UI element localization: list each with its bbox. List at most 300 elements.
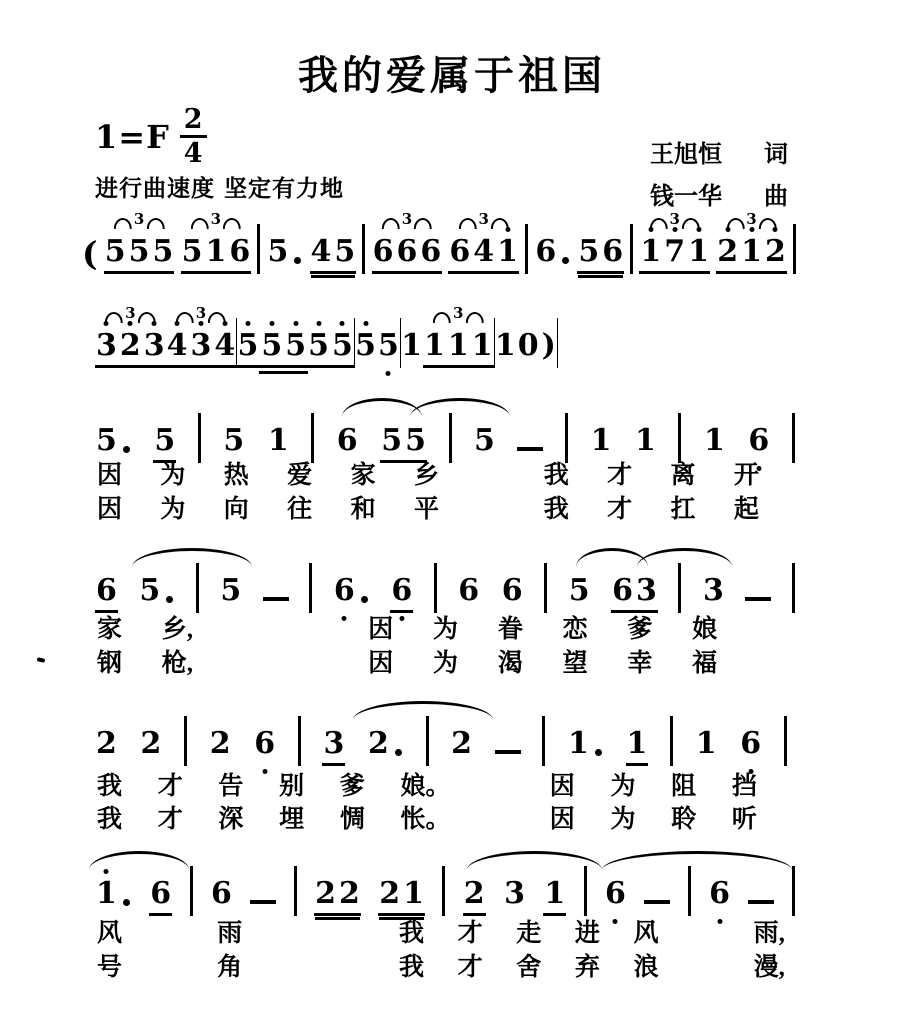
slur-arc	[467, 851, 602, 870]
music-line-2	[95, 304, 557, 368]
note-group	[577, 234, 624, 274]
triplet-mark	[458, 212, 508, 229]
note-char	[214, 328, 236, 363]
lyric-char: 乡	[413, 462, 439, 489]
lyric-char: 为	[160, 462, 186, 489]
lyric-char: 为	[610, 773, 636, 800]
lyric-char: 才	[157, 773, 183, 800]
held-note-dash	[748, 900, 774, 904]
lyric-char	[337, 919, 365, 949]
note-char	[261, 328, 283, 363]
barline	[630, 224, 633, 274]
lyric-char	[477, 461, 505, 491]
note-digit: 3	[702, 573, 724, 608]
note-digit: 6	[709, 876, 730, 911]
note-char	[154, 423, 176, 458]
lyric-char: 热	[223, 462, 249, 489]
barline	[542, 716, 545, 766]
lyric-char	[477, 495, 505, 525]
note-digit: 6	[372, 234, 394, 269]
lyric-char: 我	[399, 920, 425, 947]
triplet-arc	[208, 312, 226, 323]
octave-dot-above	[340, 321, 345, 326]
barline	[449, 413, 452, 463]
lyric-char: 爹	[627, 616, 653, 643]
note-digit: 3	[635, 573, 657, 608]
triplet-arc	[433, 312, 451, 323]
note-digit: 1	[96, 876, 117, 911]
triplet-arc	[382, 218, 400, 229]
barline	[793, 224, 796, 274]
triplet-number: 3	[133, 210, 145, 228]
note-char	[220, 573, 242, 608]
note-digit: 5	[96, 423, 117, 458]
augmentation-dot	[595, 749, 602, 756]
lyric-char: 枪,	[161, 650, 194, 677]
note-group	[267, 423, 290, 463]
note-digit: 4	[473, 234, 495, 269]
lyric-char: 埋	[279, 806, 305, 833]
note-char	[391, 573, 413, 608]
note-group	[95, 876, 132, 916]
note-digit: 1	[497, 234, 518, 269]
slur-arc	[410, 398, 510, 417]
triplet-arc	[114, 218, 132, 229]
triplet-number: 3	[401, 210, 413, 228]
barline	[198, 413, 201, 463]
note-digit: 5	[261, 328, 283, 363]
note-group	[473, 423, 496, 463]
note-group	[210, 876, 233, 916]
note-group	[307, 328, 354, 368]
note-group	[219, 573, 242, 613]
music-line-1	[82, 210, 796, 274]
note-digit: 1	[423, 328, 445, 363]
octave-dot-above	[245, 321, 250, 326]
note-group	[568, 573, 591, 613]
note-char	[331, 328, 353, 363]
note-char	[119, 328, 141, 363]
lyric-char: 家	[97, 616, 123, 643]
note-group	[611, 573, 658, 613]
note-digit: 1	[494, 328, 516, 363]
triplet-mark	[105, 306, 155, 323]
lyric-char: 我	[543, 462, 569, 489]
note-group	[314, 876, 361, 916]
music-line-5	[95, 716, 787, 766]
note-char	[590, 423, 612, 458]
note-group	[534, 234, 571, 274]
note-digit: 7	[664, 234, 686, 269]
lyric-char: 平	[413, 496, 439, 523]
note-digit: 2	[379, 876, 401, 911]
note-char	[377, 328, 399, 363]
lyric-char: 因	[97, 496, 123, 523]
note-digit: 1	[205, 234, 227, 269]
note-char	[703, 423, 725, 458]
triplet-mark	[191, 212, 241, 229]
note-char	[379, 876, 401, 911]
lyric-char: 雨,	[753, 920, 785, 947]
barline	[442, 866, 445, 916]
note-char	[471, 328, 493, 363]
note-char	[612, 573, 633, 608]
note-digit: 6	[605, 876, 626, 911]
barline	[688, 866, 691, 916]
note-digit: 5	[578, 234, 600, 269]
note-digit: 3	[143, 328, 165, 363]
note-group	[354, 328, 377, 368]
note-digit: 1	[447, 328, 469, 363]
note-char	[748, 423, 770, 458]
augmentation-dot	[123, 899, 130, 906]
lyric-char: 为	[433, 650, 459, 677]
held-note-dash	[644, 900, 670, 904]
note-char	[568, 573, 590, 608]
lyric-char: 因	[97, 462, 123, 489]
triplet-mark	[726, 212, 776, 229]
note-digit: 2	[209, 726, 231, 761]
note-char	[449, 234, 471, 269]
lyric-char	[276, 953, 304, 983]
lyric-char: 才	[457, 954, 483, 981]
note-char	[541, 328, 556, 363]
lyric-row-verse1	[97, 461, 759, 491]
lyric-char: 我	[399, 954, 425, 981]
lyric-char: 爱	[287, 462, 313, 489]
note-digit: 6	[420, 234, 442, 269]
lyric-char: 恋	[562, 616, 588, 643]
note-char	[96, 423, 117, 458]
augmentation-dot	[361, 596, 368, 603]
note-char	[401, 328, 422, 363]
note-digit: 6	[535, 234, 557, 269]
note-group	[390, 573, 413, 613]
lyric-char: 开	[733, 462, 759, 489]
lyric-char: 因	[368, 616, 394, 643]
composer-credit	[650, 176, 788, 211]
note-char	[209, 726, 231, 761]
note-char	[229, 234, 251, 269]
lyric-char: 幸	[627, 650, 653, 677]
lyric-char	[486, 772, 514, 802]
lyric-char	[757, 649, 785, 679]
lyric-char: 角	[217, 954, 243, 981]
music-line-3	[95, 413, 795, 463]
lyric-char: 我	[97, 773, 123, 800]
note-group	[140, 726, 163, 766]
note-char	[285, 328, 307, 363]
barline	[294, 866, 297, 916]
lyric-row-verse2	[97, 495, 759, 525]
lyric-char: 为	[433, 616, 459, 643]
barline	[311, 413, 314, 463]
triplet-arc	[458, 218, 476, 229]
lyric-char: 扛	[670, 496, 696, 523]
key-signature	[95, 106, 207, 167]
note-char	[323, 726, 345, 761]
note-char	[338, 876, 360, 911]
lyric-row-verse1	[97, 772, 757, 802]
note-digit: 6	[602, 234, 624, 269]
lyric-char: 因	[549, 773, 575, 800]
barline	[784, 716, 787, 766]
note-group	[95, 423, 132, 463]
note-char	[640, 234, 662, 269]
note-char	[310, 234, 332, 269]
lyric-char: 爹	[339, 773, 365, 800]
lyric-char: 进	[574, 920, 600, 947]
note-digit: 5	[381, 423, 403, 458]
note-group	[450, 726, 473, 766]
octave-dot-above	[269, 321, 274, 326]
note-group	[703, 423, 726, 463]
lyric-char: 眷	[497, 616, 523, 643]
barline	[584, 866, 587, 916]
note-digit: 2	[463, 876, 485, 911]
lyric-char: 漫,	[753, 954, 785, 981]
note-char	[764, 234, 786, 269]
barline	[196, 563, 199, 613]
note-char	[210, 876, 232, 911]
lyric-char: 听	[731, 806, 757, 833]
note-group	[377, 328, 400, 368]
note-group	[716, 210, 787, 274]
lyric-char: 风	[633, 920, 659, 947]
note-digit: 6	[458, 573, 480, 608]
triplet-number: 3	[125, 304, 136, 322]
note-digit: 5	[220, 573, 242, 608]
octave-dot-above	[316, 321, 321, 326]
scan-speck	[37, 657, 46, 663]
note-char	[497, 234, 518, 269]
lyric-char: 为	[160, 496, 186, 523]
lyric-char: 乡,	[161, 616, 194, 643]
note-char	[447, 328, 469, 363]
note-char	[605, 876, 626, 911]
triplet-arc	[176, 312, 194, 323]
lyric-char: 为	[610, 806, 636, 833]
note-digit: 2	[140, 726, 162, 761]
note-group	[517, 328, 557, 368]
music-line-4	[95, 563, 795, 613]
lyric-char	[301, 649, 329, 679]
note-char	[626, 726, 648, 761]
note-digit: 5	[267, 234, 289, 269]
lyric-char: 望	[562, 650, 588, 677]
note-char	[336, 423, 358, 458]
note-group	[708, 876, 731, 916]
lyric-char: 风	[97, 920, 123, 947]
lyric-char: 娘	[692, 616, 718, 643]
note-char	[334, 234, 356, 269]
triplet-mark	[114, 212, 164, 229]
triplet-mark	[433, 306, 483, 323]
note-char	[602, 234, 624, 269]
note-digit: 2	[315, 876, 336, 911]
lyric-char: 因	[549, 806, 575, 833]
barline	[257, 224, 260, 274]
lyric-char: 福	[692, 650, 718, 677]
lyric-char: 号	[97, 954, 123, 981]
note-digit: 6	[229, 234, 251, 269]
lyric-char: 才	[607, 462, 633, 489]
note-digit: 5	[237, 328, 259, 363]
note-group	[590, 423, 613, 463]
triplet-arc	[191, 218, 209, 229]
note-char	[267, 423, 289, 458]
note-group	[236, 328, 307, 368]
note-group	[166, 304, 237, 368]
barline	[426, 716, 429, 766]
note-char	[367, 726, 389, 761]
lyric-char: 才	[607, 496, 633, 523]
note-digit: 5	[128, 234, 150, 269]
triplet-arc	[146, 218, 164, 229]
note-group	[457, 573, 480, 613]
lyric-char: 向	[223, 496, 249, 523]
note-digit: )	[541, 328, 556, 363]
note-digit: 2	[717, 234, 739, 269]
lyric-row-verse2	[97, 953, 785, 983]
slur-arc	[132, 548, 252, 567]
note-digit: 2	[764, 234, 786, 269]
barline	[362, 224, 365, 274]
note-digit: 1	[403, 876, 424, 911]
lyric-char	[276, 919, 304, 949]
held-note-dash	[517, 447, 543, 451]
note-digit: 1	[626, 726, 648, 761]
note-digit: 1	[568, 726, 589, 761]
note-digit: 2	[119, 328, 141, 363]
note-digit: 1	[695, 726, 717, 761]
lyric-char: 聆	[671, 806, 697, 833]
held-note-dash	[495, 750, 521, 754]
note-char	[143, 328, 165, 363]
note-char	[420, 234, 442, 269]
note-digit: 2	[96, 726, 117, 761]
note-group	[267, 234, 304, 274]
note-digit: 5	[285, 328, 307, 363]
note-char	[190, 328, 212, 363]
note-group	[95, 573, 118, 613]
octave-dot-above	[363, 321, 368, 326]
barline	[792, 413, 795, 463]
note-char	[501, 573, 523, 608]
note-digit: 5	[405, 423, 426, 458]
note-group	[567, 726, 604, 766]
lyric-char	[156, 953, 184, 983]
note-group	[463, 876, 486, 916]
barline	[184, 716, 187, 766]
triplet-arc	[465, 312, 483, 323]
barline	[525, 224, 528, 274]
note-char	[578, 234, 600, 269]
music-line-6	[95, 866, 795, 916]
note-char	[150, 876, 172, 911]
lyric-char: 才	[457, 920, 483, 947]
note-digit: 6	[210, 876, 232, 911]
lyric-char	[692, 953, 720, 983]
triplet-arc	[223, 218, 241, 229]
note-group	[181, 210, 252, 274]
triplet-number: 3	[195, 304, 207, 322]
note-digit: 1	[471, 328, 493, 363]
lyric-char: 因	[368, 650, 394, 677]
note-digit: 5	[181, 234, 203, 269]
augmentation-dot	[166, 596, 173, 603]
note-group	[503, 876, 526, 916]
triplet-mark	[176, 306, 226, 323]
triplet-arc	[726, 218, 744, 229]
note-digit: 6	[336, 423, 358, 458]
note-char	[128, 234, 150, 269]
note-digit: 4	[310, 234, 332, 269]
lyric-char	[156, 919, 184, 949]
note-digit: 5	[568, 573, 590, 608]
time-signature-denominator: 4	[183, 138, 203, 169]
note-digit: 1	[544, 876, 566, 911]
slur-arc	[89, 851, 189, 870]
barline	[298, 716, 301, 766]
note-char	[267, 234, 289, 269]
note-char	[504, 876, 525, 911]
note-group	[336, 423, 359, 463]
note-digit: 1	[741, 234, 762, 269]
note-digit: 1	[703, 423, 725, 458]
note-char	[140, 726, 162, 761]
time-signature-numerator: 2	[180, 106, 207, 138]
lyric-char: 惆	[339, 806, 365, 833]
note-group	[372, 210, 443, 274]
note-digit: 6	[150, 876, 172, 911]
note-group	[634, 423, 657, 463]
note-digit: 3	[323, 726, 345, 761]
note-char	[308, 328, 329, 363]
note-char	[741, 234, 762, 269]
lyric-char: 和	[350, 496, 376, 523]
lyric-row-verse1	[97, 615, 785, 645]
barline	[792, 563, 795, 613]
lyric-char: 告	[218, 773, 244, 800]
slur-arc	[602, 851, 792, 870]
note-digit: 2	[367, 726, 389, 761]
note-digit: 5	[355, 328, 376, 363]
lyric-char: 深	[218, 806, 244, 833]
note-digit: 0	[517, 328, 539, 363]
barline	[309, 563, 312, 613]
note-group	[739, 726, 762, 766]
note-char	[717, 234, 739, 269]
note-group	[222, 423, 245, 463]
lyric-row-verse2	[97, 805, 757, 835]
note-digit: 5	[223, 423, 245, 458]
note-char	[635, 573, 657, 608]
note-digit: 6	[254, 726, 276, 761]
note-char	[96, 328, 117, 363]
lyric-char	[301, 615, 329, 645]
barline	[678, 413, 681, 463]
held-note-dash	[250, 900, 276, 904]
triplet-number: 3	[669, 210, 680, 228]
credits	[650, 134, 788, 218]
note-char	[96, 726, 117, 761]
note-char	[634, 423, 656, 458]
note-char	[405, 423, 426, 458]
note-digit: 1	[634, 423, 656, 458]
note-digit: 5	[152, 234, 174, 269]
note-digit: 6	[740, 726, 762, 761]
